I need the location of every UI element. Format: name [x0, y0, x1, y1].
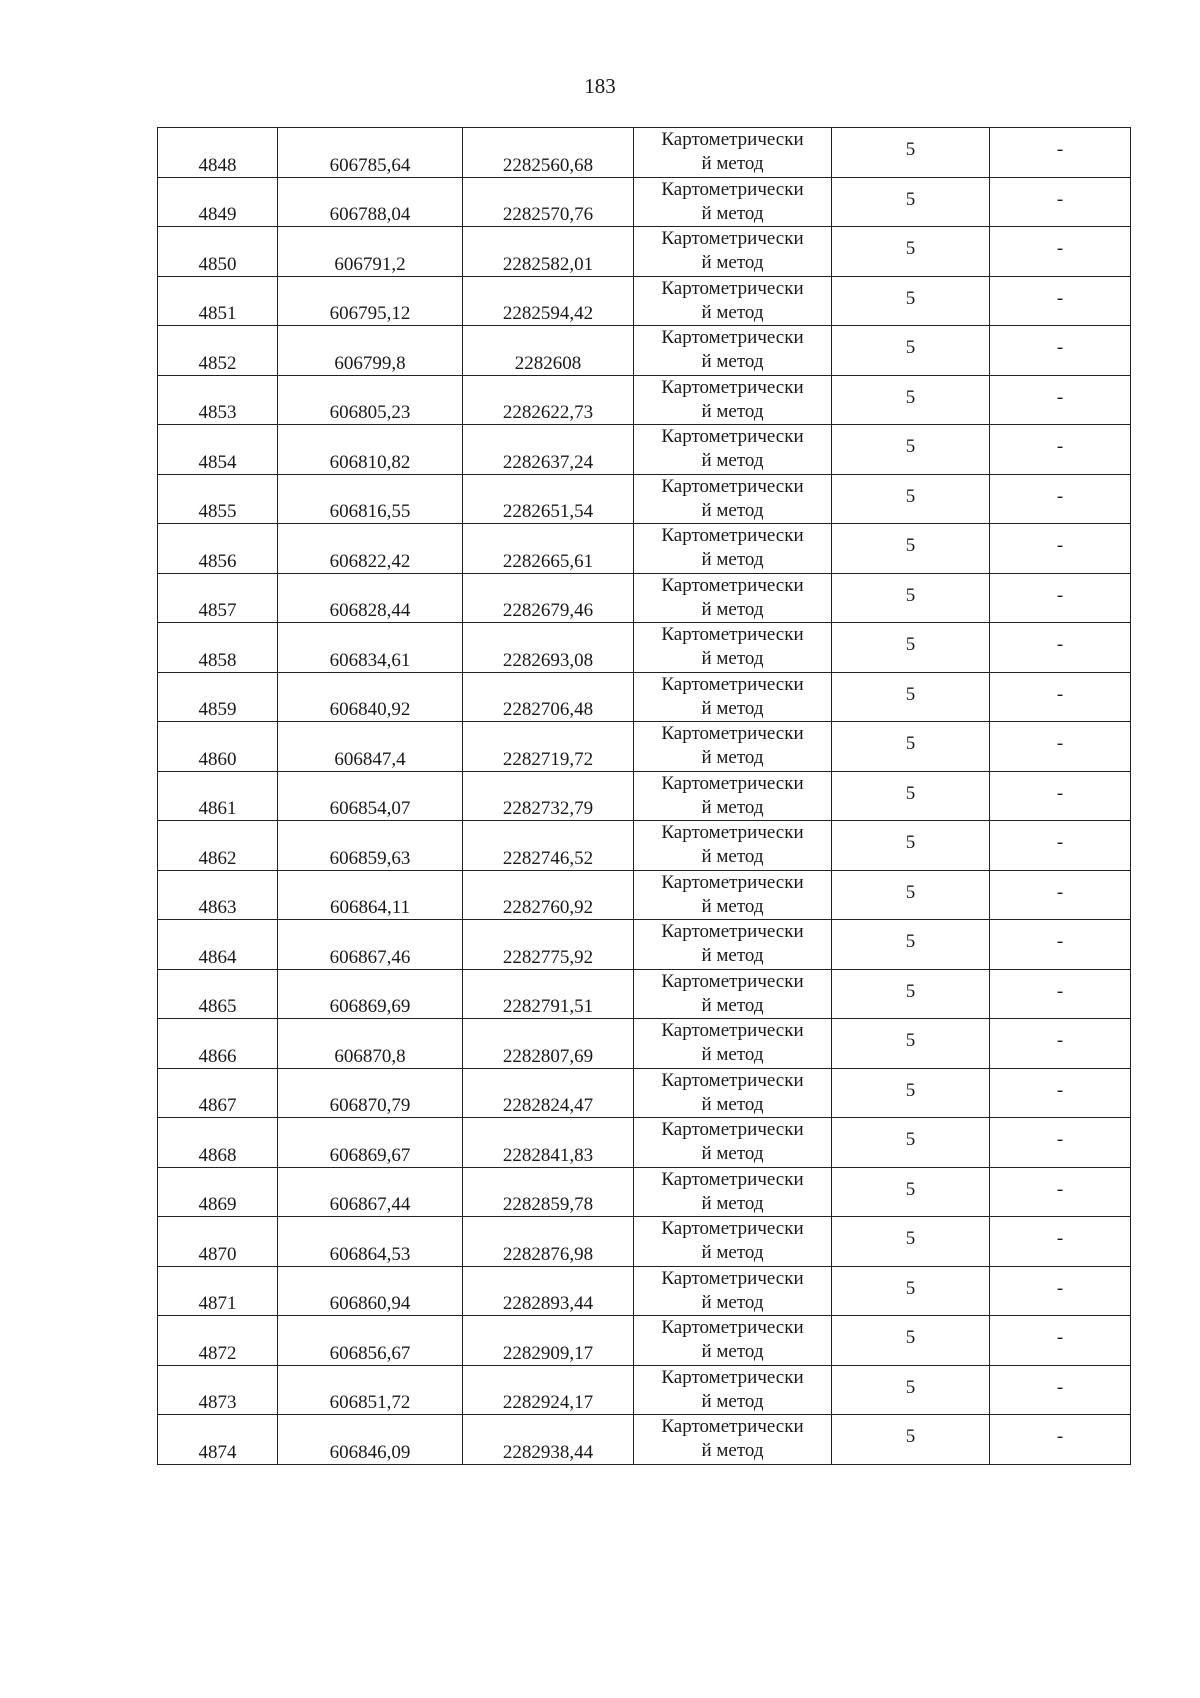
method-line-2: й метод	[701, 945, 764, 967]
method-cell	[634, 969, 832, 1019]
x-coordinate-cell: 606785,64	[278, 128, 463, 178]
y-coordinate-cell: 2282651,54	[463, 474, 634, 524]
y-coordinate-cell: 2282622,73	[463, 375, 634, 425]
accuracy-cell: 5	[832, 1415, 990, 1465]
accuracy-cell: 5	[832, 1365, 990, 1415]
table-row	[158, 276, 1131, 326]
method-cell	[634, 771, 832, 821]
method-line-2: й метод	[701, 895, 764, 917]
method-line-1: Картометрически	[661, 178, 804, 200]
x-coordinate-cell: 606840,92	[278, 672, 463, 722]
point-number-cell: 4859	[158, 672, 278, 722]
method-line-2: й метод	[701, 499, 764, 521]
y-coordinate-cell: 2282775,92	[463, 920, 634, 970]
accuracy-cell: 5	[832, 227, 990, 277]
x-coordinate-cell: 606847,4	[278, 722, 463, 772]
accuracy-cell: 5	[832, 722, 990, 772]
note-cell: -	[990, 524, 1131, 574]
note-cell: -	[990, 375, 1131, 425]
note-cell: -	[990, 128, 1131, 178]
note-cell: -	[990, 623, 1131, 673]
accuracy-cell: 5	[832, 177, 990, 227]
point-number-cell: 4852	[158, 326, 278, 376]
method-cell	[634, 1266, 832, 1316]
method-line-1: Картометрически	[661, 673, 804, 695]
x-coordinate-cell: 606859,63	[278, 821, 463, 871]
y-coordinate-cell: 2282909,17	[463, 1316, 634, 1366]
table-row	[158, 326, 1131, 376]
point-number-cell: 4864	[158, 920, 278, 970]
accuracy-cell: 5	[832, 623, 990, 673]
coordinates-table-body	[158, 128, 1131, 1465]
accuracy-cell: 5	[832, 821, 990, 871]
method-line-2: й метод	[701, 648, 764, 670]
x-coordinate-cell: 606870,79	[278, 1068, 463, 1118]
point-number-cell: 4866	[158, 1019, 278, 1069]
note-cell: -	[990, 573, 1131, 623]
note-cell: -	[990, 1217, 1131, 1267]
y-coordinate-cell: 2282859,78	[463, 1167, 634, 1217]
note-cell: -	[990, 722, 1131, 772]
method-line-1: Картометрически	[661, 1416, 804, 1438]
method-line-1: Картометрически	[661, 1168, 804, 1190]
y-coordinate-cell: 2282824,47	[463, 1068, 634, 1118]
x-coordinate-cell: 606864,53	[278, 1217, 463, 1267]
table-row	[158, 375, 1131, 425]
x-coordinate-cell: 606795,12	[278, 276, 463, 326]
point-number-cell: 4848	[158, 128, 278, 178]
point-number-cell: 4863	[158, 870, 278, 920]
point-number-cell: 4860	[158, 722, 278, 772]
accuracy-cell: 5	[832, 1068, 990, 1118]
x-coordinate-cell: 606834,61	[278, 623, 463, 673]
x-coordinate-cell: 606810,82	[278, 425, 463, 475]
y-coordinate-cell: 2282746,52	[463, 821, 634, 871]
note-cell: -	[990, 1118, 1131, 1168]
method-line-1: Картометрически	[661, 1119, 804, 1141]
method-line-2: й метод	[701, 846, 764, 868]
method-cell	[634, 1167, 832, 1217]
method-cell	[634, 425, 832, 475]
coordinates-table	[157, 127, 1131, 1465]
method-line-1: Картометрически	[661, 376, 804, 398]
point-number-cell: 4870	[158, 1217, 278, 1267]
point-number-cell: 4861	[158, 771, 278, 821]
y-coordinate-cell: 2282924,17	[463, 1365, 634, 1415]
table-row	[158, 128, 1131, 178]
note-cell: -	[990, 969, 1131, 1019]
point-number-cell: 4869	[158, 1167, 278, 1217]
point-number-cell: 4867	[158, 1068, 278, 1118]
note-cell: -	[990, 425, 1131, 475]
note-cell: -	[990, 821, 1131, 871]
accuracy-cell: 5	[832, 425, 990, 475]
table-row	[158, 821, 1131, 871]
method-line-1: Картометрически	[661, 822, 804, 844]
table-row	[158, 722, 1131, 772]
method-cell	[634, 623, 832, 673]
method-cell	[634, 524, 832, 574]
method-cell	[634, 1316, 832, 1366]
method-cell	[634, 920, 832, 970]
method-cell	[634, 1365, 832, 1415]
method-line-2: й метод	[701, 1291, 764, 1313]
method-line-2: й метод	[701, 1390, 764, 1412]
point-number-cell: 4874	[158, 1415, 278, 1465]
method-cell	[634, 227, 832, 277]
table-row	[158, 1316, 1131, 1366]
method-cell	[634, 474, 832, 524]
accuracy-cell: 5	[832, 326, 990, 376]
point-number-cell: 4855	[158, 474, 278, 524]
method-line-1: Картометрически	[661, 1317, 804, 1339]
note-cell: -	[990, 326, 1131, 376]
y-coordinate-cell: 2282693,08	[463, 623, 634, 673]
method-line-1: Картометрически	[661, 1267, 804, 1289]
method-line-1: Картометрически	[661, 277, 804, 299]
method-line-1: Картометрически	[661, 772, 804, 794]
method-line-2: й метод	[701, 697, 764, 719]
table-row	[158, 1019, 1131, 1069]
note-cell: -	[990, 227, 1131, 277]
method-line-1: Картометрически	[661, 129, 804, 151]
method-line-2: й метод	[701, 252, 764, 274]
y-coordinate-cell: 2282791,51	[463, 969, 634, 1019]
y-coordinate-cell: 2282876,98	[463, 1217, 634, 1267]
table-row	[158, 920, 1131, 970]
y-coordinate-cell: 2282637,24	[463, 425, 634, 475]
accuracy-cell: 5	[832, 276, 990, 326]
x-coordinate-cell: 606869,69	[278, 969, 463, 1019]
table-row	[158, 1118, 1131, 1168]
method-cell	[634, 722, 832, 772]
method-cell	[634, 870, 832, 920]
note-cell: -	[990, 672, 1131, 722]
method-line-2: й метод	[701, 796, 764, 818]
y-coordinate-cell: 2282665,61	[463, 524, 634, 574]
accuracy-cell: 5	[832, 969, 990, 1019]
method-line-2: й метод	[701, 1093, 764, 1115]
method-line-1: Картометрически	[661, 426, 804, 448]
table-row	[158, 227, 1131, 277]
point-number-cell: 4851	[158, 276, 278, 326]
x-coordinate-cell: 606816,55	[278, 474, 463, 524]
accuracy-cell: 5	[832, 672, 990, 722]
y-coordinate-cell: 2282608	[463, 326, 634, 376]
method-line-1: Картометрически	[661, 871, 804, 893]
method-line-2: й метод	[701, 450, 764, 472]
x-coordinate-cell: 606856,67	[278, 1316, 463, 1366]
note-cell: -	[990, 920, 1131, 970]
x-coordinate-cell: 606805,23	[278, 375, 463, 425]
y-coordinate-cell: 2282706,48	[463, 672, 634, 722]
y-coordinate-cell: 2282570,76	[463, 177, 634, 227]
accuracy-cell: 5	[832, 1019, 990, 1069]
point-number-cell: 4868	[158, 1118, 278, 1168]
method-line-1: Картометрически	[661, 228, 804, 250]
note-cell: -	[990, 1266, 1131, 1316]
y-coordinate-cell: 2282719,72	[463, 722, 634, 772]
method-line-1: Картометрически	[661, 1366, 804, 1388]
x-coordinate-cell: 606846,09	[278, 1415, 463, 1465]
point-number-cell: 4854	[158, 425, 278, 475]
point-number-cell: 4858	[158, 623, 278, 673]
method-line-1: Картометрически	[661, 327, 804, 349]
point-number-cell: 4856	[158, 524, 278, 574]
x-coordinate-cell: 606791,2	[278, 227, 463, 277]
method-cell	[634, 1415, 832, 1465]
accuracy-cell: 5	[832, 474, 990, 524]
method-line-2: й метод	[701, 301, 764, 323]
note-cell: -	[990, 276, 1131, 326]
method-line-1: Картометрически	[661, 1218, 804, 1240]
x-coordinate-cell: 606788,04	[278, 177, 463, 227]
note-cell: -	[990, 1365, 1131, 1415]
method-cell	[634, 177, 832, 227]
point-number-cell: 4873	[158, 1365, 278, 1415]
method-line-2: й метод	[701, 747, 764, 769]
method-line-2: й метод	[701, 1341, 764, 1363]
method-cell	[634, 1019, 832, 1069]
accuracy-cell: 5	[832, 524, 990, 574]
table-row	[158, 573, 1131, 623]
method-line-1: Картометрически	[661, 1069, 804, 1091]
note-cell: -	[990, 1167, 1131, 1217]
method-line-2: й метод	[701, 351, 764, 373]
y-coordinate-cell: 2282841,83	[463, 1118, 634, 1168]
note-cell: -	[990, 177, 1131, 227]
method-line-1: Картометрически	[661, 970, 804, 992]
point-number-cell: 4871	[158, 1266, 278, 1316]
y-coordinate-cell: 2282582,01	[463, 227, 634, 277]
table-row	[158, 1167, 1131, 1217]
x-coordinate-cell: 606851,72	[278, 1365, 463, 1415]
accuracy-cell: 5	[832, 870, 990, 920]
y-coordinate-cell: 2282807,69	[463, 1019, 634, 1069]
method-cell	[634, 128, 832, 178]
table-row	[158, 623, 1131, 673]
method-line-1: Картометрически	[661, 525, 804, 547]
method-line-1: Картометрически	[661, 723, 804, 745]
accuracy-cell: 5	[832, 375, 990, 425]
note-cell: -	[990, 771, 1131, 821]
accuracy-cell: 5	[832, 771, 990, 821]
y-coordinate-cell: 2282938,44	[463, 1415, 634, 1465]
method-line-2: й метод	[701, 1143, 764, 1165]
y-coordinate-cell: 2282893,44	[463, 1266, 634, 1316]
method-cell	[634, 276, 832, 326]
method-line-2: й метод	[701, 1440, 764, 1462]
method-cell	[634, 326, 832, 376]
y-coordinate-cell: 2282679,46	[463, 573, 634, 623]
x-coordinate-cell: 606828,44	[278, 573, 463, 623]
table-row	[158, 1415, 1131, 1465]
method-cell	[634, 1118, 832, 1168]
table-row	[158, 524, 1131, 574]
note-cell: -	[990, 1415, 1131, 1465]
x-coordinate-cell: 606867,44	[278, 1167, 463, 1217]
method-line-2: й метод	[701, 1242, 764, 1264]
x-coordinate-cell: 606870,8	[278, 1019, 463, 1069]
table-row	[158, 870, 1131, 920]
accuracy-cell: 5	[832, 1316, 990, 1366]
method-line-2: й метод	[701, 598, 764, 620]
accuracy-cell: 5	[832, 1217, 990, 1267]
accuracy-cell: 5	[832, 1118, 990, 1168]
accuracy-cell: 5	[832, 128, 990, 178]
note-cell: -	[990, 1019, 1131, 1069]
note-cell: -	[990, 474, 1131, 524]
method-cell	[634, 821, 832, 871]
method-line-2: й метод	[701, 202, 764, 224]
note-cell: -	[990, 1316, 1131, 1366]
table-row	[158, 1217, 1131, 1267]
y-coordinate-cell: 2282560,68	[463, 128, 634, 178]
x-coordinate-cell: 606867,46	[278, 920, 463, 970]
table-row	[158, 672, 1131, 722]
x-coordinate-cell: 606854,07	[278, 771, 463, 821]
note-cell: -	[990, 1068, 1131, 1118]
table-row	[158, 771, 1131, 821]
x-coordinate-cell: 606860,94	[278, 1266, 463, 1316]
method-line-2: й метод	[701, 153, 764, 175]
accuracy-cell: 5	[832, 1266, 990, 1316]
method-line-1: Картометрически	[661, 921, 804, 943]
point-number-cell: 4850	[158, 227, 278, 277]
accuracy-cell: 5	[832, 1167, 990, 1217]
method-cell	[634, 1217, 832, 1267]
point-number-cell: 4853	[158, 375, 278, 425]
method-cell	[634, 1068, 832, 1118]
x-coordinate-cell: 606864,11	[278, 870, 463, 920]
point-number-cell: 4872	[158, 1316, 278, 1366]
page-number: 183	[584, 74, 616, 98]
method-cell	[634, 375, 832, 425]
method-line-1: Картометрически	[661, 475, 804, 497]
point-number-cell: 4865	[158, 969, 278, 1019]
y-coordinate-cell: 2282594,42	[463, 276, 634, 326]
accuracy-cell: 5	[832, 573, 990, 623]
table-row	[158, 1266, 1131, 1316]
table-row	[158, 969, 1131, 1019]
x-coordinate-cell: 606869,67	[278, 1118, 463, 1168]
method-line-1: Картометрически	[661, 1020, 804, 1042]
table-row	[158, 425, 1131, 475]
y-coordinate-cell: 2282760,92	[463, 870, 634, 920]
method-line-2: й метод	[701, 400, 764, 422]
point-number-cell: 4857	[158, 573, 278, 623]
method-line-2: й метод	[701, 549, 764, 571]
x-coordinate-cell: 606799,8	[278, 326, 463, 376]
y-coordinate-cell: 2282732,79	[463, 771, 634, 821]
x-coordinate-cell: 606822,42	[278, 524, 463, 574]
point-number-cell: 4862	[158, 821, 278, 871]
method-line-1: Картометрически	[661, 574, 804, 596]
method-line-2: й метод	[701, 994, 764, 1016]
method-line-1: Картометрически	[661, 624, 804, 646]
accuracy-cell: 5	[832, 920, 990, 970]
method-line-2: й метод	[701, 1192, 764, 1214]
table-row	[158, 177, 1131, 227]
table-row	[158, 1365, 1131, 1415]
note-cell: -	[990, 870, 1131, 920]
point-number-cell: 4849	[158, 177, 278, 227]
method-cell	[634, 672, 832, 722]
table-row	[158, 474, 1131, 524]
table-row	[158, 1068, 1131, 1118]
method-line-2: й метод	[701, 1044, 764, 1066]
method-cell	[634, 573, 832, 623]
